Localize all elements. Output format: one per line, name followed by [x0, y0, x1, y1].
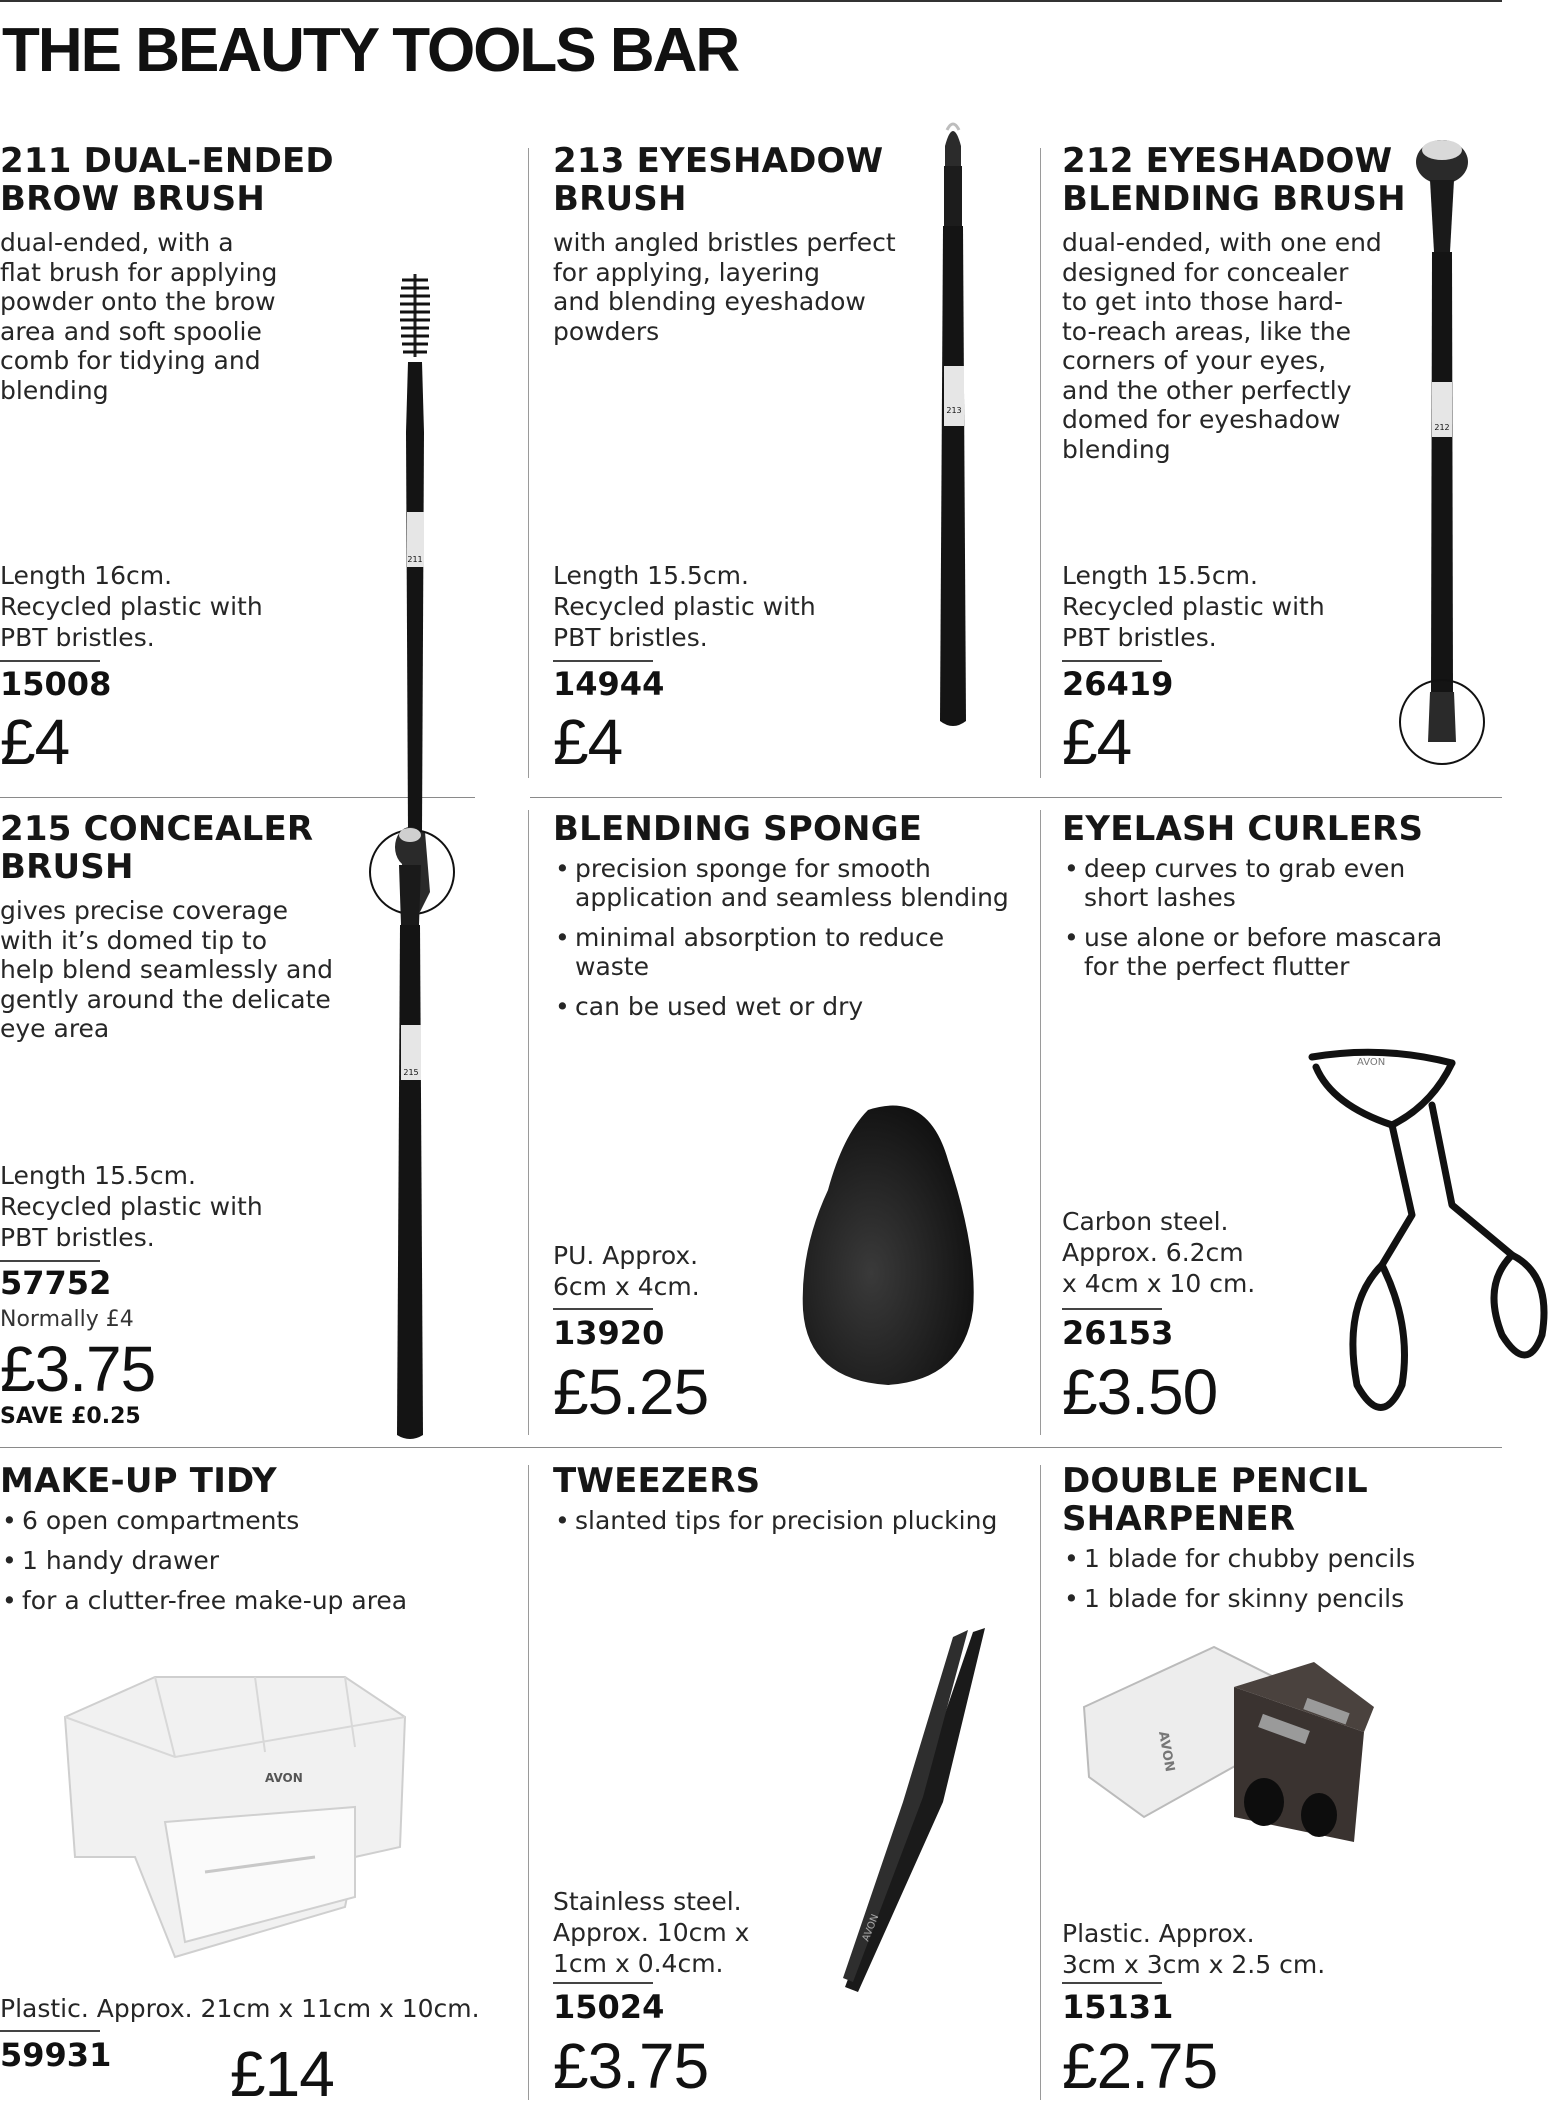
spec-divider	[553, 1308, 653, 1310]
feature-list	[553, 854, 1023, 1032]
description-line: for applying, layering	[553, 257, 821, 287]
spec-divider	[553, 660, 653, 662]
pencil-sharpener-image	[1084, 1647, 1384, 1857]
product-spec	[1062, 1918, 1325, 1980]
product-title	[0, 142, 334, 218]
feature-list	[1062, 854, 1442, 992]
product-title	[1062, 142, 1406, 218]
product-description	[1062, 228, 1382, 464]
product-code: 26153	[1062, 1314, 1174, 1352]
description-line: to-reach areas, like the	[1062, 316, 1352, 346]
description-line: to get into those hard-	[1062, 287, 1344, 316]
feature-item: • slanted tips for precision plucking	[553, 1506, 997, 1535]
col-divider-2b	[1040, 810, 1041, 1435]
title-line: BRUSH	[0, 847, 134, 887]
product-card-tweezers	[553, 1462, 1023, 2100]
product-price: £14	[230, 2038, 334, 2110]
top-rule	[0, 0, 1502, 2]
spec-line: Approx. 10cm x	[553, 1918, 750, 1947]
product-title	[553, 142, 883, 218]
brand-logo: AVON	[1155, 1730, 1177, 1774]
product-title: MAKE-UP TIDY	[0, 1461, 277, 1501]
description-line: comb for tidying and	[0, 346, 261, 375]
col-divider-1a	[528, 148, 529, 778]
blending-brush-image	[1392, 132, 1492, 762]
title-line: 211 DUAL-ENDED	[0, 141, 334, 181]
description-line: corners of your eyes,	[1062, 346, 1327, 375]
product-spec	[553, 1240, 700, 1302]
product-code: 59931	[0, 2036, 112, 2074]
spec-divider	[0, 660, 100, 662]
product-spec	[1062, 560, 1325, 653]
description-line: blending	[0, 375, 109, 405]
title-line: DOUBLE PENCIL	[1062, 1461, 1368, 1501]
description-line: domed for eyeshadow	[1062, 405, 1341, 434]
spoolie-icon	[400, 274, 430, 357]
brush-label: 211	[407, 555, 423, 564]
product-code: 26419	[1062, 665, 1174, 703]
spec-divider	[0, 2030, 100, 2032]
title-line: 212 EYESHADOW	[1062, 141, 1393, 181]
feature-item: • minimal absorption to reduce waste	[553, 923, 1023, 981]
brand-logo: AVON	[1357, 1057, 1386, 1068]
product-price: £4	[553, 706, 623, 778]
product-spec	[553, 1886, 749, 1979]
spec-line: Plastic. Approx.	[1062, 1919, 1255, 1948]
title-line: 215 CONCEALER	[0, 809, 314, 849]
product-code: 57752	[0, 1264, 112, 1302]
brush-label: 215	[403, 1068, 419, 1077]
col-divider-1b	[528, 810, 529, 1435]
spec-line: PU. Approx.	[553, 1241, 699, 1270]
feature-list	[0, 1506, 407, 1626]
title-line: BLENDING BRUSH	[1062, 179, 1406, 219]
description-line: dual-ended, with a	[0, 228, 234, 257]
product-spec	[0, 560, 263, 653]
spec-divider	[1062, 1308, 1162, 1310]
product-card-blending-sponge	[553, 810, 1023, 1440]
product-code: 14944	[553, 665, 665, 703]
spec-line: PBT bristles.	[0, 623, 155, 652]
brand-logo: AVON	[860, 1912, 882, 1944]
product-title: EYELASH CURLERS	[1062, 809, 1424, 849]
product-price: £2.75	[1062, 2030, 1218, 2102]
product-spec	[0, 1160, 263, 1253]
eyelash-curler-image	[1302, 1045, 1550, 1445]
spec-line: Plastic. Approx. 21cm x 11cm x 10cm.	[0, 1994, 480, 2023]
tweezers-image	[823, 1622, 993, 2002]
description-line: blending	[1062, 434, 1171, 464]
description-line: and blending eyeshadow	[553, 287, 866, 316]
spec-line: Approx. 6.2cm	[1062, 1238, 1244, 1267]
product-spec	[1062, 1206, 1255, 1299]
description-line: gently around the delicate	[0, 984, 331, 1014]
brush-label: 212	[1434, 423, 1450, 432]
product-description	[0, 896, 333, 1044]
description-line: dual-ended, with one end	[1062, 228, 1382, 257]
col-divider-2a	[1040, 148, 1041, 778]
title-line: 213 EYESHADOW	[553, 141, 884, 181]
spec-divider	[1062, 660, 1162, 662]
spec-line: Recycled plastic with	[0, 1192, 263, 1221]
spec-line: 1cm x 0.4cm.	[553, 1949, 724, 1978]
product-price: £5.25	[553, 1356, 709, 1428]
product-title: TWEEZERS	[553, 1461, 761, 1501]
sponge-image	[788, 1100, 988, 1390]
title-line: SHARPENER	[1062, 1499, 1296, 1539]
spec-line: Length 15.5cm.	[1062, 561, 1258, 590]
product-price: £3.75	[0, 1333, 156, 1405]
col-divider-1c	[528, 1465, 529, 2100]
feature-item: • precision sponge for smooth application and seamless blending	[553, 854, 1023, 912]
brand-logo: AVON	[265, 1771, 303, 1785]
product-title	[1062, 1462, 1368, 1538]
page-title: THE BEAUTY TOOLS BAR	[2, 16, 739, 85]
product-card-212-blending-brush	[1062, 142, 1502, 782]
brush-label: 213	[946, 406, 962, 415]
spec-line: Recycled plastic with	[0, 592, 263, 621]
product-code: 15024	[553, 1988, 665, 2026]
product-code: 15008	[0, 665, 112, 703]
description-line: powder onto the brow	[0, 287, 276, 316]
spec-line: Length 16cm.	[0, 561, 173, 590]
description-line: gives precise coverage	[0, 896, 289, 925]
feature-item: • deep curves to grab even short lashes	[1062, 854, 1442, 912]
feature-item: • 1 handy drawer	[0, 1546, 407, 1575]
product-card-eyelash-curlers	[1062, 810, 1550, 1440]
spec-line: Length 15.5cm.	[0, 1161, 196, 1190]
make-up-tidy-image	[55, 1657, 415, 1967]
feature-list	[1062, 1544, 1415, 1624]
product-card-make-up-tidy	[0, 1461, 500, 2110]
spec-line: 3cm x 3cm x 2.5 cm.	[1062, 1950, 1326, 1979]
product-description	[0, 228, 277, 405]
product-spec	[0, 1993, 480, 2024]
product-spec	[553, 560, 816, 653]
spec-divider	[553, 1982, 653, 1984]
row-divider-1b	[530, 797, 1502, 798]
spec-line: PBT bristles.	[553, 623, 708, 652]
feature-item: • 6 open compartments	[0, 1506, 407, 1535]
spec-line: Recycled plastic with	[553, 592, 816, 621]
product-card-215-concealer-brush	[0, 810, 480, 1440]
feature-list	[553, 1506, 997, 1546]
concealer-brush-image	[380, 825, 440, 1445]
col-divider-2c	[1040, 1465, 1041, 2100]
product-title: BLENDING SPONGE	[553, 809, 923, 849]
feature-item: • use alone or before mascara for the perfect flutter	[1062, 923, 1442, 981]
feature-item: • for a clutter-free make-up area	[0, 1586, 407, 1615]
spec-line: Carbon steel.	[1062, 1207, 1229, 1236]
spec-line: Stainless steel.	[553, 1887, 742, 1916]
description-line: area and soft spoolie	[0, 316, 262, 346]
feature-item: • 1 blade for skinny pencils	[1062, 1584, 1415, 1613]
saving-amount: SAVE £0.25	[0, 1404, 141, 1429]
description-line: with it’s domed tip to	[0, 925, 268, 955]
product-card-213-eyeshadow-brush	[553, 142, 1023, 782]
spec-divider	[0, 1260, 100, 1262]
product-description	[553, 228, 896, 346]
description-line: with angled bristles perfect	[553, 228, 896, 257]
spec-line: Length 15.5cm.	[553, 561, 749, 590]
title-line: BRUSH	[553, 179, 687, 219]
product-code: 13920	[553, 1314, 665, 1352]
description-line: designed for concealer	[1062, 257, 1349, 287]
description-line: eye area	[0, 1014, 110, 1043]
row-divider-2	[0, 1447, 1502, 1448]
description-line: flat brush for applying	[0, 257, 278, 287]
product-price: £3.50	[1062, 1356, 1218, 1428]
product-code: 15131	[1062, 1988, 1174, 2026]
product-price: £4	[1062, 706, 1132, 778]
spec-line: 6cm x 4cm.	[553, 1272, 700, 1301]
title-line: BROW BRUSH	[0, 179, 265, 219]
feature-item: • 1 blade for chubby pencils	[1062, 1544, 1415, 1573]
spec-line: Recycled plastic with	[1062, 592, 1325, 621]
product-title	[0, 810, 313, 886]
product-card-double-pencil-sharpener	[1062, 1462, 1532, 2100]
description-line: and the other perfectly	[1062, 375, 1352, 405]
description-line: help blend seamlessly and	[0, 955, 334, 984]
product-price: £4	[0, 706, 70, 778]
feature-item: • can be used wet or dry	[553, 992, 1023, 1021]
description-line: powders	[553, 316, 660, 346]
spec-line: PBT bristles.	[1062, 623, 1217, 652]
spec-line: x 4cm x 10 cm.	[1062, 1269, 1256, 1298]
normal-price: Normally £4	[0, 1307, 134, 1332]
spec-divider	[1062, 1982, 1162, 1984]
spec-line: PBT bristles.	[0, 1223, 155, 1252]
eyeshadow-brush-image	[923, 116, 983, 736]
product-price: £3.75	[553, 2030, 709, 2102]
product-card-211-brow-brush	[0, 142, 480, 782]
